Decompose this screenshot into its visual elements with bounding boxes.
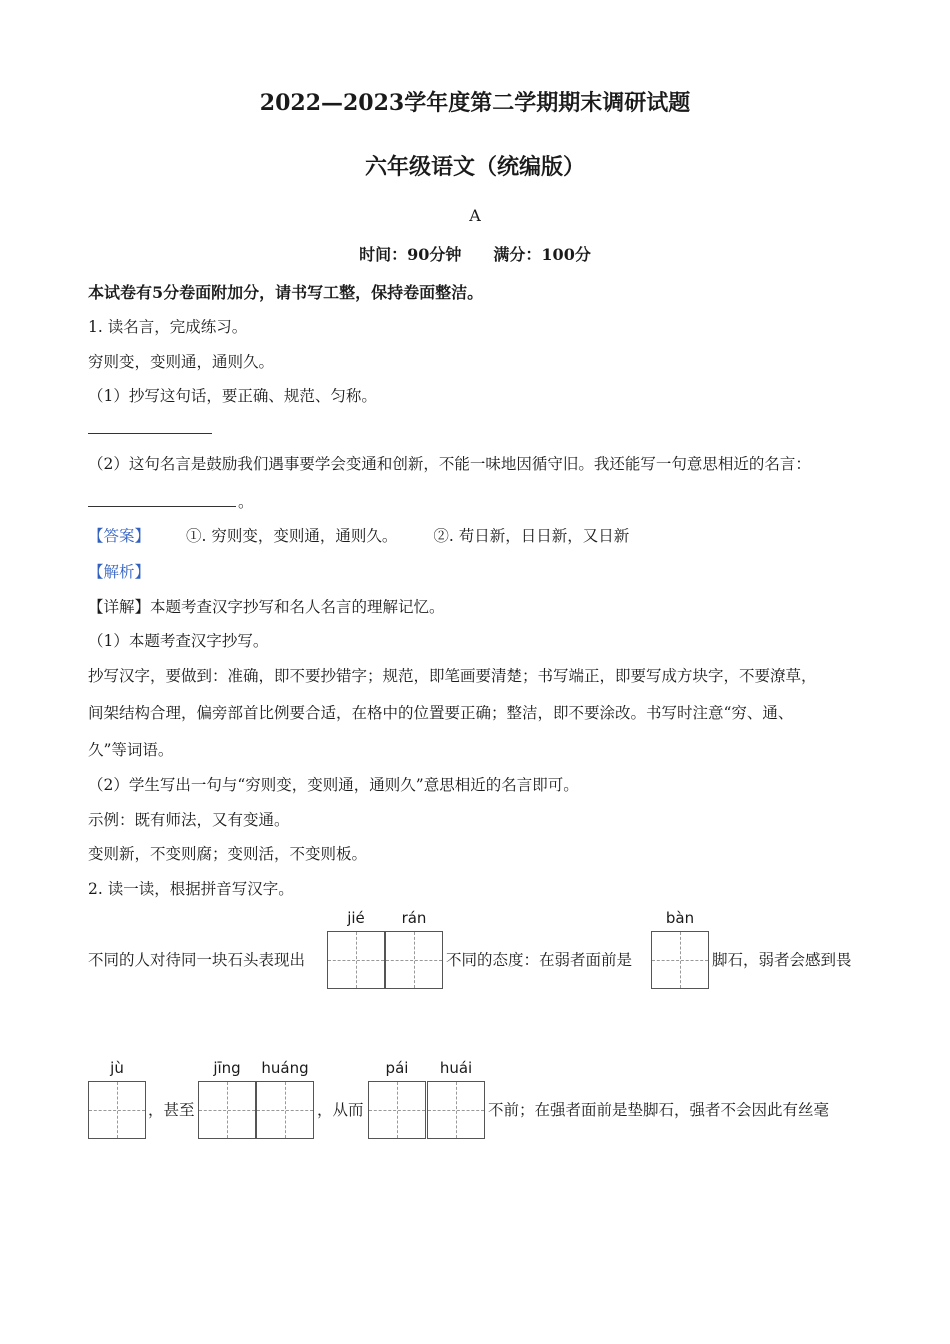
detail-line-3: 间架结构合理，偏旁部首比例要合适，在格中的位置要正确；整洁，即不要涂改。书写时注意“穷、通、 [88,704,794,722]
pinyin-huang: huáng [261,1059,309,1077]
detail-line-1: （1）本题考查汉字抄写。 [88,632,269,650]
q1-answer [88,524,629,546]
q1-quote: 穷则变，变则通，通则久。 [88,353,275,371]
pinyin-ran: rán [401,909,427,927]
answer-1: ①. 穷则变，变则通，通则久。 [186,527,398,545]
q1-answer-line-2[interactable] [88,506,236,507]
exam-time-info: 时间：90分钟 满分：100分 [359,245,591,264]
exam-notice: 本试卷有5分卷面附加分，请书写工整，保持卷面整洁。 [88,283,484,302]
exam-version: A [469,206,481,225]
q1-sub1: （1）抄写这句话，要正确、规范、匀称。 [88,387,377,405]
q2-stem: 2. 读一读，根据拼音写汉字。 [88,880,294,898]
q1-stem: 1. 读名言，完成练习。 [88,318,248,336]
detail-line-6: 示例：既有师法，又有变通。 [88,811,290,829]
q2-line2-b: ，从而 [317,1101,364,1119]
answer-tag: 【答案】 [88,527,151,545]
char-box-huang[interactable] [256,1081,314,1139]
detail-line-5: （2）学生写出一句与“穷则变，变则通，通则久”意思相近的名言即可。 [88,776,579,794]
char-box-jie[interactable] [327,931,385,989]
q2-line1-c: 脚石，弱者会感到畏 [712,951,852,969]
pinyin-jie: jié [347,909,365,927]
pinyin-ju: jù [110,1059,124,1077]
detail-line-2: 抄写汉字，要做到：准确，即不要抄错字；规范，即笔画要清楚；书写端正，即要写成方块字，不要潦草， [88,667,817,685]
q2-line2-a: ，甚至 [148,1101,195,1119]
q1-sub2: （2）这句名言是鼓励我们遇事要学会变通和创新，不能一味地因循守旧。我还能写一句意思相近的名言： [88,455,811,473]
exam-title: 2022—2023学年度第二学期期末调研试题 [259,90,691,116]
char-box-huai[interactable] [427,1081,485,1139]
pinyin-pai: pái [385,1059,409,1077]
char-box-ju[interactable] [88,1081,146,1139]
char-box-ban[interactable] [651,931,709,989]
detail-line-7: 变则新，不变则腐；变则活，不变则板。 [88,845,368,863]
q2-line2-c: 不前；在强者面前是垫脚石，强者不会因此有丝毫 [488,1101,830,1119]
exam-subtitle: 六年级语文（统编版） [364,154,585,180]
analysis-tag: 【解析】 [88,563,151,581]
q2-line1-b: 不同的态度：在弱者面前是 [446,951,633,969]
q1-answer-line-1[interactable] [88,433,212,434]
q2-line1-a: 不同的人对待同一块石头表现出 [88,951,306,969]
answer-2: ②. 苟日新，日日新，又日新 [433,527,630,545]
detail-text: 【详解】本题考查汉字抄写和名人名言的理解记忆。 [88,598,445,616]
pinyin-ban: bàn [665,909,695,927]
detail-line-4: 久”等词语。 [88,741,174,759]
char-box-pai[interactable] [368,1081,426,1139]
pinyin-huai: huái [439,1059,473,1077]
char-box-ran[interactable] [385,931,443,989]
pinyin-jing: jīng [213,1059,241,1077]
q1-sub2-end: 。 [238,493,254,511]
char-box-jing[interactable] [198,1081,256,1139]
